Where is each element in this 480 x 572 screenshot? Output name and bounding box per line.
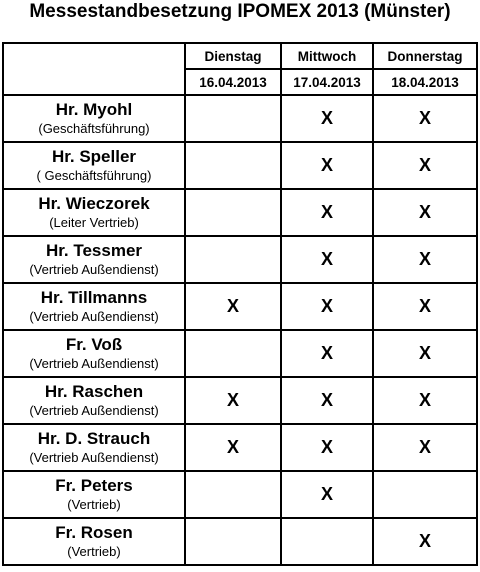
attendance-cell: X <box>281 236 373 283</box>
date-header: 17.04.2013 <box>281 69 373 95</box>
attendance-cell <box>281 518 373 565</box>
person-cell <box>3 283 185 330</box>
table-row <box>3 142 477 189</box>
person-name: Hr. D. Strauch <box>37 428 151 448</box>
person-role: (Leiter Vertrieb) <box>49 215 139 231</box>
day-header: Mittwoch <box>281 43 373 69</box>
attendance-cell: X <box>373 424 477 471</box>
table-row <box>3 424 477 471</box>
attendance-cell <box>185 95 281 142</box>
attendance-cell: X <box>373 95 477 142</box>
table-row <box>3 330 477 377</box>
page-title: Messestandbesetzung IPOMEX 2013 (Münster) <box>29 1 451 22</box>
table-row <box>3 283 477 330</box>
person-name: Hr. Myohl <box>55 99 133 119</box>
attendance-cell: X <box>185 424 281 471</box>
header-corner-cell <box>3 43 185 95</box>
date-header: 18.04.2013 <box>373 69 477 95</box>
attendance-cell: X <box>373 377 477 424</box>
person-cell <box>3 424 185 471</box>
person-cell <box>3 471 185 518</box>
attendance-cell: X <box>373 283 477 330</box>
attendance-cell: X <box>185 377 281 424</box>
person-name: Hr. Wieczorek <box>38 193 150 213</box>
person-role: (Vertrieb Außendienst) <box>29 403 159 419</box>
attendance-cell: X <box>281 95 373 142</box>
person-name: Hr. Tillmanns <box>40 287 148 307</box>
person-cell <box>3 330 185 377</box>
person-role: (Vertrieb Außendienst) <box>29 262 159 278</box>
attendance-cell <box>185 236 281 283</box>
attendance-cell: X <box>185 283 281 330</box>
person-role: (Vertrieb Außendienst) <box>29 309 159 325</box>
date-header: 16.04.2013 <box>185 69 281 95</box>
person-role: (Vertrieb) <box>67 544 121 560</box>
person-name: Hr. Raschen <box>44 381 144 401</box>
attendance-cell <box>185 189 281 236</box>
attendance-cell: X <box>281 283 373 330</box>
table-row <box>3 471 477 518</box>
person-cell <box>3 95 185 142</box>
attendance-cell: X <box>281 142 373 189</box>
person-name: Fr. Peters <box>55 475 133 495</box>
attendance-cell: X <box>373 142 477 189</box>
table-row <box>3 377 477 424</box>
attendance-cell <box>373 471 477 518</box>
person-role: (Vertrieb Außendienst) <box>29 356 159 372</box>
table-row <box>3 236 477 283</box>
day-header: Donnerstag <box>373 43 477 69</box>
person-name: Hr. Speller <box>51 146 137 166</box>
attendance-cell: X <box>281 377 373 424</box>
person-role: (Geschäftsführung) <box>38 121 150 137</box>
person-name: Fr. Voß <box>65 334 123 354</box>
person-cell <box>3 236 185 283</box>
person-cell <box>3 377 185 424</box>
person-name: Fr. Rosen <box>55 522 133 542</box>
attendance-cell: X <box>281 471 373 518</box>
attendance-cell: X <box>373 518 477 565</box>
attendance-cell <box>185 471 281 518</box>
person-cell <box>3 518 185 565</box>
person-role: (Vertrieb Außendienst) <box>29 450 159 466</box>
attendance-cell <box>185 142 281 189</box>
day-header: Dienstag <box>185 43 281 69</box>
attendance-cell: X <box>281 330 373 377</box>
header-row-days <box>3 43 477 69</box>
attendance-cell <box>185 518 281 565</box>
attendance-cell: X <box>281 424 373 471</box>
table-row <box>3 518 477 565</box>
person-cell <box>3 142 185 189</box>
attendance-cell: X <box>373 330 477 377</box>
attendance-cell <box>185 330 281 377</box>
person-cell <box>3 189 185 236</box>
attendance-cell: X <box>373 236 477 283</box>
staffing-table <box>2 42 478 566</box>
table-row <box>3 95 477 142</box>
person-role: ( Geschäftsführung) <box>36 168 152 184</box>
table-row <box>3 189 477 236</box>
person-role: (Vertrieb) <box>67 497 121 513</box>
attendance-cell: X <box>373 189 477 236</box>
attendance-cell: X <box>281 189 373 236</box>
person-name: Hr. Tessmer <box>45 240 143 260</box>
